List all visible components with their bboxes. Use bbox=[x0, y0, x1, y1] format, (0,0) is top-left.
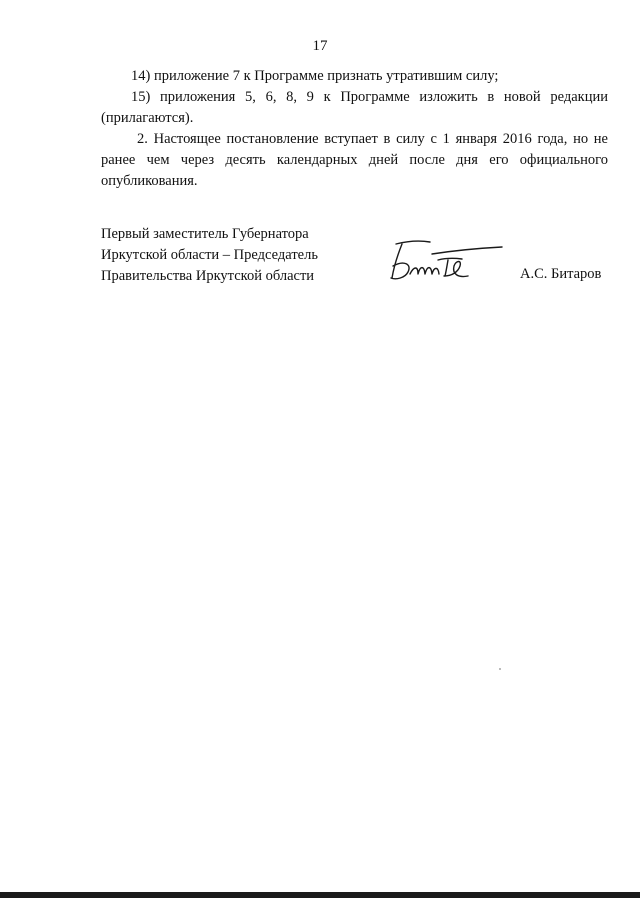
paragraph-item-15: 15) приложения 5, 6, 8, 9 к Программе изложить в новой редакции (прилагаются). bbox=[101, 89, 608, 126]
page-number: 17 bbox=[312, 38, 328, 54]
signatory-position bbox=[101, 224, 318, 287]
scan-speck bbox=[499, 668, 501, 670]
position-line: Правительства Иркутской области bbox=[101, 268, 315, 284]
position-line: Первый заместитель Губернатора bbox=[101, 226, 309, 242]
document-body bbox=[101, 66, 608, 192]
paragraph-item-14: 14) приложение 7 к Программе признать утратившим силу; bbox=[131, 68, 499, 84]
signatory-name: А.С. Битаров bbox=[520, 266, 602, 282]
position-line: Иркутской области – Председатель bbox=[101, 247, 318, 263]
paragraph-clause-2: 2. Настоящее постановление вступает в силу с 1 января 2016 года, но не ранее чем через десять календарных дней после дня его официального опубликования. bbox=[101, 131, 608, 189]
handwritten-signature bbox=[378, 232, 508, 292]
scan-edge-bar bbox=[0, 892, 640, 898]
